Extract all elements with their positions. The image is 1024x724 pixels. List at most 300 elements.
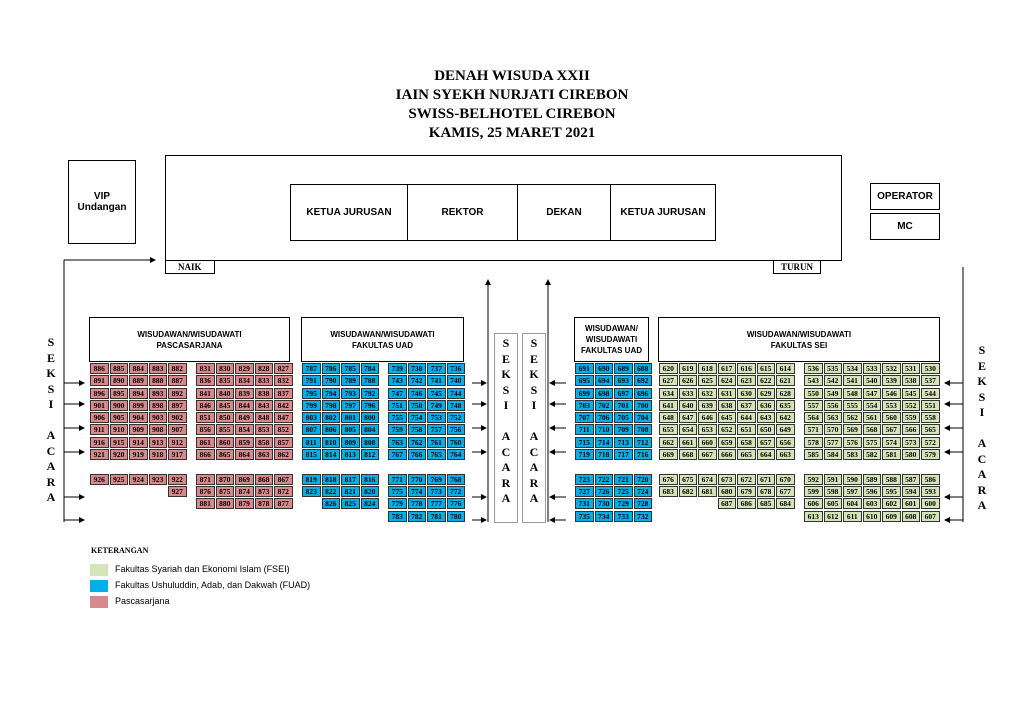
seat-722: 722 [595, 474, 614, 485]
seat-550: 550 [804, 388, 823, 399]
seat-627: 627 [659, 375, 678, 386]
seat-738: 738 [408, 363, 427, 374]
seat-773: 773 [427, 486, 446, 497]
seat-593: 593 [921, 486, 940, 497]
seat-539: 539 [882, 375, 901, 386]
seat-726: 726 [595, 486, 614, 497]
seat-805: 805 [341, 424, 360, 435]
seat-797: 797 [341, 400, 360, 411]
seat-770: 770 [408, 474, 427, 485]
seat-874: 874 [235, 486, 254, 497]
seat-540: 540 [863, 375, 882, 386]
seat-894: 894 [129, 388, 148, 399]
seat-823: 823 [302, 486, 321, 497]
operator-box: OPERATOR [870, 183, 940, 210]
seat-740: 740 [447, 375, 466, 386]
vip-box [68, 160, 136, 244]
seat-778: 778 [408, 498, 427, 509]
seat-664: 664 [757, 449, 776, 460]
seat-906: 906 [90, 412, 109, 423]
seat-566: 566 [902, 424, 921, 435]
seat-592: 592 [804, 474, 823, 485]
seat-678: 678 [757, 486, 776, 497]
seat-927: 927 [168, 486, 187, 497]
seat-777: 777 [427, 498, 446, 509]
seat-712: 712 [634, 437, 653, 448]
seat-772: 772 [447, 486, 466, 497]
seat-703: 703 [575, 400, 594, 411]
seat-658: 658 [737, 437, 756, 448]
seat-899: 899 [129, 400, 148, 411]
seat-640: 640 [679, 400, 698, 411]
seat-536: 536 [804, 363, 823, 374]
seat-674: 674 [698, 474, 717, 485]
seat-624: 624 [718, 375, 737, 386]
seat-638: 638 [718, 400, 737, 411]
seat-708: 708 [634, 424, 653, 435]
seat-908: 908 [149, 424, 168, 435]
seat-598: 598 [824, 486, 843, 497]
seat-689: 689 [614, 363, 633, 374]
stage-seat-ketua-jurusan-right: KETUA JURUSAN [610, 184, 716, 241]
seat-816: 816 [361, 474, 380, 485]
seat-862: 862 [274, 449, 293, 460]
seat-677: 677 [776, 486, 795, 497]
seat-845: 845 [216, 400, 235, 411]
seat-745: 745 [427, 388, 446, 399]
seat-532: 532 [882, 363, 901, 374]
seat-836: 836 [196, 375, 215, 386]
seat-588: 588 [882, 474, 901, 485]
seat-769: 769 [427, 474, 446, 485]
seat-800: 800 [361, 412, 380, 423]
seat-651: 651 [737, 424, 756, 435]
seat-697: 697 [614, 388, 633, 399]
stage-seat-rektor: REKTOR [407, 184, 518, 241]
seat-620: 620 [659, 363, 678, 374]
seat-796: 796 [361, 400, 380, 411]
seat-565: 565 [921, 424, 940, 435]
seat-897: 897 [168, 400, 187, 411]
section-header-fsei: WISUDAWAN/WISUDAWATI FAKULTAS SEI [658, 317, 940, 362]
seat-754: 754 [408, 412, 427, 423]
seat-910: 910 [110, 424, 129, 435]
seat-918: 918 [149, 449, 168, 460]
turun-label: TURUN [773, 260, 821, 274]
seat-663: 663 [776, 449, 795, 460]
seat-873: 873 [255, 486, 274, 497]
seat-719: 719 [575, 449, 594, 460]
seat-831: 831 [196, 363, 215, 374]
seat-594: 594 [902, 486, 921, 497]
seat-784: 784 [361, 363, 380, 374]
seat-775: 775 [388, 486, 407, 497]
seat-551: 551 [921, 400, 940, 411]
seat-707: 707 [575, 412, 594, 423]
seksi-acara-center-right: S E K S I A C A R A [529, 336, 539, 505]
seat-834: 834 [235, 375, 254, 386]
seat-548: 548 [843, 388, 862, 399]
seat-595: 595 [882, 486, 901, 497]
title-line-3: SWISS-BELHOTEL CIREBON [408, 106, 616, 122]
seat-684: 684 [776, 498, 795, 509]
seat-537: 537 [921, 375, 940, 386]
seat-601: 601 [902, 498, 921, 509]
seat-682: 682 [679, 486, 698, 497]
seat-847: 847 [274, 412, 293, 423]
seat-553: 553 [882, 400, 901, 411]
seat-582: 582 [863, 449, 882, 460]
seat-572: 572 [921, 437, 940, 448]
seat-793: 793 [341, 388, 360, 399]
seat-587: 587 [902, 474, 921, 485]
vip-label: VIP Undangan [77, 191, 127, 213]
seat-645: 645 [718, 412, 737, 423]
seat-792: 792 [361, 388, 380, 399]
seat-882: 882 [168, 363, 187, 374]
seat-571: 571 [804, 424, 823, 435]
seat-643: 643 [757, 412, 776, 423]
seat-857: 857 [274, 437, 293, 448]
seat-695: 695 [575, 375, 594, 386]
seat-613: 613 [804, 511, 823, 522]
seat-803: 803 [302, 412, 321, 423]
seat-669: 669 [659, 449, 678, 460]
seat-549: 549 [824, 388, 843, 399]
seat-720: 720 [634, 474, 653, 485]
seat-617: 617 [718, 363, 737, 374]
seat-837: 837 [274, 388, 293, 399]
seat-612: 612 [824, 511, 843, 522]
seat-573: 573 [902, 437, 921, 448]
seat-877: 877 [274, 498, 293, 509]
seat-844: 844 [235, 400, 254, 411]
seat-570: 570 [824, 424, 843, 435]
seat-734: 734 [595, 511, 614, 522]
seat-569: 569 [843, 424, 862, 435]
seat-574: 574 [882, 437, 901, 448]
seat-871: 871 [196, 474, 215, 485]
seat-766: 766 [408, 449, 427, 460]
seat-838: 838 [255, 388, 274, 399]
seat-755: 755 [388, 412, 407, 423]
seat-741: 741 [427, 375, 446, 386]
seat-895: 895 [110, 388, 129, 399]
seat-711: 711 [575, 424, 594, 435]
seat-614: 614 [776, 363, 795, 374]
seat-657: 657 [757, 437, 776, 448]
seat-907: 907 [168, 424, 187, 435]
seat-634: 634 [659, 388, 678, 399]
seat-804: 804 [361, 424, 380, 435]
seat-607: 607 [921, 511, 940, 522]
seat-718: 718 [595, 449, 614, 460]
seat-785: 785 [341, 363, 360, 374]
seat-832: 832 [274, 375, 293, 386]
seat-556: 556 [824, 400, 843, 411]
seat-585: 585 [804, 449, 823, 460]
seat-733: 733 [614, 511, 633, 522]
seat-901: 901 [90, 400, 109, 411]
seat-686: 686 [737, 498, 756, 509]
seat-533: 533 [863, 363, 882, 374]
seat-860: 860 [216, 437, 235, 448]
seat-632: 632 [698, 388, 717, 399]
seat-702: 702 [595, 400, 614, 411]
seat-629: 629 [757, 388, 776, 399]
seat-676: 676 [659, 474, 678, 485]
seat-917: 917 [168, 449, 187, 460]
seat-542: 542 [824, 375, 843, 386]
seat-771: 771 [388, 474, 407, 485]
seat-642: 642 [776, 412, 795, 423]
seat-646: 646 [698, 412, 717, 423]
seat-687: 687 [718, 498, 737, 509]
seat-730: 730 [595, 498, 614, 509]
seat-615: 615 [757, 363, 776, 374]
seat-578: 578 [804, 437, 823, 448]
seat-609: 609 [882, 511, 901, 522]
stage-seat-ketua-jurusan-left: KETUA JURUSAN [290, 184, 408, 241]
seat-670: 670 [776, 474, 795, 485]
seat-861: 861 [196, 437, 215, 448]
seat-581: 581 [882, 449, 901, 460]
seat-729: 729 [614, 498, 633, 509]
seat-559: 559 [902, 412, 921, 423]
seat-716: 716 [634, 449, 653, 460]
seat-821: 821 [341, 486, 360, 497]
seat-768: 768 [447, 474, 466, 485]
seat-655: 655 [659, 424, 678, 435]
seat-696: 696 [634, 388, 653, 399]
seat-747: 747 [388, 388, 407, 399]
seat-817: 817 [341, 474, 360, 485]
seat-610: 610 [863, 511, 882, 522]
seat-763: 763 [388, 437, 407, 448]
seat-725: 725 [614, 486, 633, 497]
seat-756: 756 [447, 424, 466, 435]
seat-739: 739 [388, 363, 407, 374]
seat-688: 688 [634, 363, 653, 374]
seat-701: 701 [614, 400, 633, 411]
seat-818: 818 [322, 474, 341, 485]
seat-579: 579 [921, 449, 940, 460]
seat-920: 920 [110, 449, 129, 460]
seat-880: 880 [216, 498, 235, 509]
seat-839: 839 [235, 388, 254, 399]
seat-621: 621 [776, 375, 795, 386]
seat-913: 913 [149, 437, 168, 448]
seksi-acara-right: S E K S I A C A R A [977, 343, 987, 512]
legend-label-fsei: Fakultas Syariah dan Ekonomi Islam (FSEI) [115, 564, 290, 574]
seat-850: 850 [216, 412, 235, 423]
seat-822: 822 [322, 486, 341, 497]
seat-841: 841 [196, 388, 215, 399]
title-line-4: KAMIS, 25 MARET 2021 [428, 125, 596, 141]
seat-824: 824 [361, 498, 380, 509]
seat-774: 774 [408, 486, 427, 497]
seat-753: 753 [427, 412, 446, 423]
seat-833: 833 [255, 375, 274, 386]
seat-863: 863 [255, 449, 274, 460]
seat-791: 791 [302, 375, 321, 386]
seat-628: 628 [776, 388, 795, 399]
seat-538: 538 [902, 375, 921, 386]
seat-637: 637 [737, 400, 756, 411]
seat-858: 858 [255, 437, 274, 448]
seat-900: 900 [110, 400, 129, 411]
seat-547: 547 [863, 388, 882, 399]
seat-577: 577 [824, 437, 843, 448]
seat-694: 694 [595, 375, 614, 386]
seat-666: 666 [718, 449, 737, 460]
seat-764: 764 [447, 449, 466, 460]
seat-630: 630 [737, 388, 756, 399]
seat-554: 554 [863, 400, 882, 411]
seat-602: 602 [882, 498, 901, 509]
seat-760: 760 [447, 437, 466, 448]
seat-714: 714 [595, 437, 614, 448]
seat-698: 698 [595, 388, 614, 399]
seat-543: 543 [804, 375, 823, 386]
seat-732: 732 [634, 511, 653, 522]
seat-884: 884 [129, 363, 148, 374]
seat-636: 636 [757, 400, 776, 411]
seat-761: 761 [427, 437, 446, 448]
seat-584: 584 [824, 449, 843, 460]
seat-743: 743 [388, 375, 407, 386]
seat-903: 903 [149, 412, 168, 423]
section-header-pascasarjana: WISUDAWAN/WISUDAWATI PASCASARJANA [89, 317, 290, 362]
legend-swatch-pascasarjana [90, 596, 108, 608]
seat-563: 563 [824, 412, 843, 423]
seat-583: 583 [843, 449, 862, 460]
seat-779: 779 [388, 498, 407, 509]
seat-728: 728 [634, 498, 653, 509]
seat-870: 870 [216, 474, 235, 485]
seat-749: 749 [427, 400, 446, 411]
seat-757: 757 [427, 424, 446, 435]
section-header-fuad-left: WISUDAWAN/WISUDAWATI FAKULTAS UAD [301, 317, 464, 362]
seat-781: 781 [427, 511, 446, 522]
seat-654: 654 [679, 424, 698, 435]
seat-891: 891 [90, 375, 109, 386]
seat-575: 575 [863, 437, 882, 448]
seat-921: 921 [90, 449, 109, 460]
seat-798: 798 [322, 400, 341, 411]
seat-685: 685 [757, 498, 776, 509]
seat-896: 896 [90, 388, 109, 399]
seat-751: 751 [388, 400, 407, 411]
seat-735: 735 [575, 511, 594, 522]
seat-867: 867 [274, 474, 293, 485]
seat-786: 786 [322, 363, 341, 374]
seat-922: 922 [168, 474, 187, 485]
seat-560: 560 [882, 412, 901, 423]
seat-546: 546 [882, 388, 901, 399]
seat-840: 840 [216, 388, 235, 399]
seat-848: 848 [255, 412, 274, 423]
seat-802: 802 [322, 412, 341, 423]
title-line-2: IAIN SYEKH NURJATI CIREBON [395, 87, 629, 103]
seat-653: 653 [698, 424, 717, 435]
seat-925: 925 [110, 474, 129, 485]
seat-616: 616 [737, 363, 756, 374]
seat-545: 545 [902, 388, 921, 399]
seat-810: 810 [322, 437, 341, 448]
seat-715: 715 [575, 437, 594, 448]
seat-912: 912 [168, 437, 187, 448]
seat-851: 851 [196, 412, 215, 423]
seat-776: 776 [447, 498, 466, 509]
seat-849: 849 [235, 412, 254, 423]
seat-568: 568 [863, 424, 882, 435]
seat-724: 724 [634, 486, 653, 497]
seat-662: 662 [659, 437, 678, 448]
seat-555: 555 [843, 400, 862, 411]
seat-813: 813 [341, 449, 360, 460]
seat-541: 541 [843, 375, 862, 386]
seat-853: 853 [255, 424, 274, 435]
seat-727: 727 [575, 486, 594, 497]
seat-552: 552 [902, 400, 921, 411]
seat-864: 864 [235, 449, 254, 460]
seat-826: 826 [322, 498, 341, 509]
seat-647: 647 [679, 412, 698, 423]
seat-926: 926 [90, 474, 109, 485]
seat-641: 641 [659, 400, 678, 411]
seat-780: 780 [447, 511, 466, 522]
seat-765: 765 [427, 449, 446, 460]
seat-690: 690 [595, 363, 614, 374]
seat-794: 794 [322, 388, 341, 399]
seat-820: 820 [361, 486, 380, 497]
seat-608: 608 [902, 511, 921, 522]
legend-label-fuad: Fakultas Ushuluddin, Adab, dan Dakwah (FUAD) [115, 580, 311, 590]
seat-562: 562 [843, 412, 862, 423]
seat-923: 923 [149, 474, 168, 485]
seat-710: 710 [595, 424, 614, 435]
seat-898: 898 [149, 400, 168, 411]
seat-815: 815 [302, 449, 321, 460]
seat-599: 599 [804, 486, 823, 497]
legend-label-pascasarjana: Pascasarjana [115, 596, 170, 606]
legend-heading: KETERANGAN [91, 546, 149, 555]
seat-890: 890 [110, 375, 129, 386]
seat-866: 866 [196, 449, 215, 460]
seat-806: 806 [322, 424, 341, 435]
seat-905: 905 [110, 412, 129, 423]
seat-782: 782 [408, 511, 427, 522]
seat-659: 659 [718, 437, 737, 448]
seat-828: 828 [255, 363, 274, 374]
seat-623: 623 [737, 375, 756, 386]
seat-611: 611 [843, 511, 862, 522]
seksi-acara-center-left: S E K S I A C A R A [501, 336, 511, 505]
seat-783: 783 [388, 511, 407, 522]
seat-807: 807 [302, 424, 321, 435]
seat-661: 661 [679, 437, 698, 448]
seat-680: 680 [718, 486, 737, 497]
seat-675: 675 [679, 474, 698, 485]
seat-846: 846 [196, 400, 215, 411]
seat-668: 668 [679, 449, 698, 460]
seat-886: 886 [90, 363, 109, 374]
mc-box: MC [870, 213, 940, 240]
seat-633: 633 [679, 388, 698, 399]
seat-681: 681 [698, 486, 717, 497]
seat-606: 606 [804, 498, 823, 509]
